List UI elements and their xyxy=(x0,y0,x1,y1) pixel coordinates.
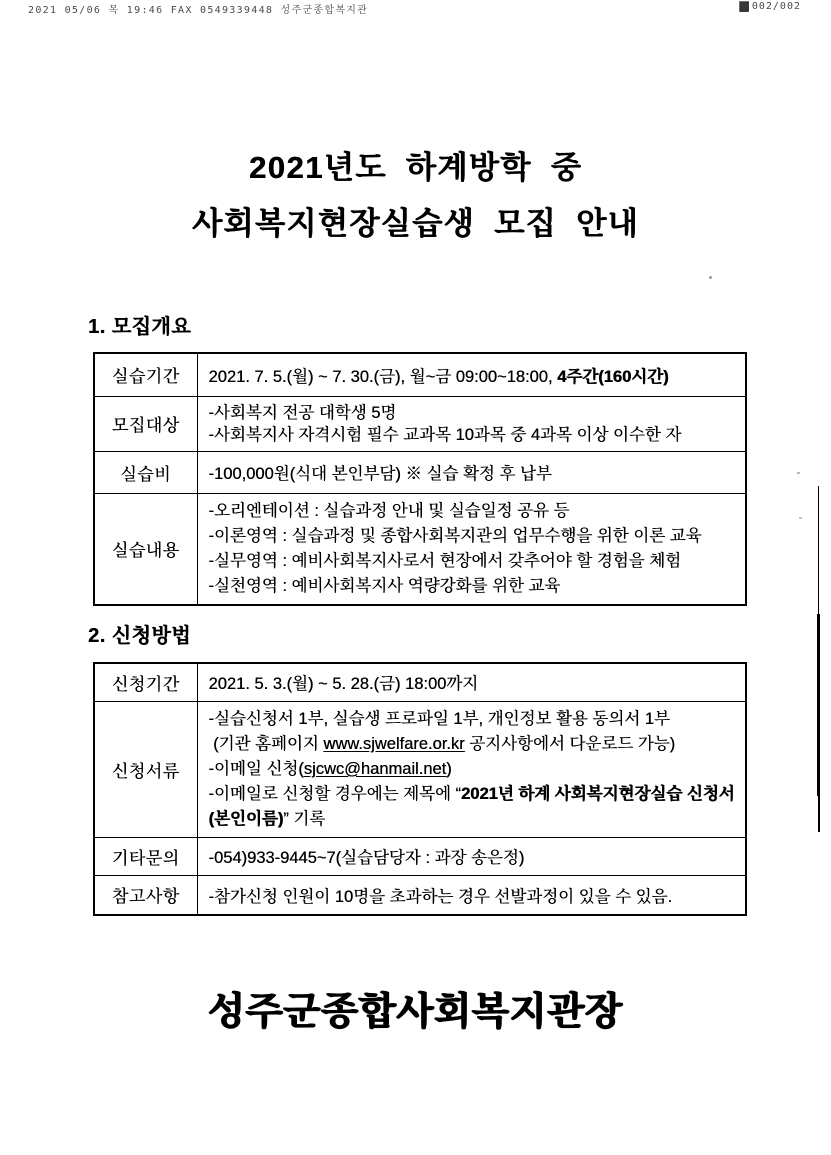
table-row xyxy=(94,837,746,875)
row-value-period: 2021. 7. 5.(월) ~ 7. 30.(금), 월~금 09:00~18:00, 4주간(160시간) xyxy=(197,353,746,396)
row-value-note: -참가신청 인원이 10명을 초과하는 경우 선발과정이 있을 수 있음. xyxy=(197,875,746,915)
document-title-line-1: 2021년도 하계방학 중 xyxy=(248,150,583,185)
email-address-text: sjcwc@hanmail.net xyxy=(303,759,447,778)
document-title xyxy=(0,140,831,252)
row-value-target: -사회복지 전공 대학생 5명 -사회복지사 자격시험 필수 교과목 10과목 중 4과목 이상 이수한 자 xyxy=(197,396,746,451)
row-value-documents: -실습신청서 1부, 실습생 프로파일 1부, 개인정보 활용 동의서 1부 (기관 홈페이지 www.sjwelfare.or.kr 공지사항에서 다운로드 가능) -이메일 신청(sjcwc@hanmail.net) -이메일로 신청할 경우에는 제목에 “2021년 하계 사회복지현장실습 신청서 (본인이름)” 기록 xyxy=(197,701,746,837)
section-1-heading: 1. 모집개요 xyxy=(88,316,192,338)
row-label-target: 모집대상 xyxy=(94,396,197,451)
fax-page-counter: 002/002 xyxy=(751,1,801,12)
table-row xyxy=(94,493,746,605)
table-row xyxy=(94,353,746,396)
recruit-overview-table xyxy=(93,352,747,606)
row-label-contact: 기타문의 xyxy=(94,837,197,875)
fax-page-icon xyxy=(739,1,749,12)
row-value-contact: -054)933-9445~7(실습담당자 : 과장 송은정) xyxy=(197,837,746,875)
scan-artifact-line xyxy=(817,614,820,796)
row-label-period: 실습기간 xyxy=(94,353,197,396)
table-row xyxy=(94,875,746,915)
scan-artifact-line xyxy=(818,486,819,614)
website-url-text: www.sjwelfare.or.kr xyxy=(323,734,465,753)
fax-timestamp-line: 2021 05/06 목 19:46 FAX 0549339448 성주군종합복지관 xyxy=(28,5,369,16)
signature-title: 성주군종합사회복지관장 xyxy=(208,991,623,1033)
row-label-note: 참고사항 xyxy=(94,875,197,915)
section-2-heading: 2. 신청방법 xyxy=(88,625,192,647)
row-label-documents: 신청서류 xyxy=(94,701,197,837)
row-value-content: -오리엔테이션 : 실습과정 안내 및 실습일정 공유 등 -이론영역 : 실습과정 및 종합사회복지관의 업무수행을 위한 이론 교육 -실무영역 : 예비사회복지사로서 현장에서 갖추어야 할 경험을 체험 -실천영역 : 예비사회복지사 역량강화를 위한 교육 xyxy=(197,493,746,605)
document-title-line-2: 사회복지현장실습생 모집 안내 xyxy=(191,206,640,241)
fax-page-indicator xyxy=(739,1,801,12)
row-value-apply-period: 2021. 5. 3.(월) ~ 5. 28.(금) 18:00까지 xyxy=(197,663,746,701)
row-label-apply-period: 신청기간 xyxy=(94,663,197,701)
scan-artifact-speck xyxy=(799,517,802,519)
row-label-fee: 실습비 xyxy=(94,451,197,493)
table-row xyxy=(94,451,746,493)
scan-artifact-speck xyxy=(797,472,800,474)
table-row xyxy=(94,701,746,837)
scan-artifact-line xyxy=(818,796,820,832)
table-row xyxy=(94,663,746,701)
row-label-content: 실습내용 xyxy=(94,493,197,605)
application-method-table xyxy=(93,662,747,916)
scan-artifact-dot xyxy=(709,276,712,279)
row-value-fee: -100,000원(식대 본인부담) ※ 실습 확정 후 납부 xyxy=(197,451,746,493)
table-row xyxy=(94,396,746,451)
fax-header xyxy=(28,1,801,16)
